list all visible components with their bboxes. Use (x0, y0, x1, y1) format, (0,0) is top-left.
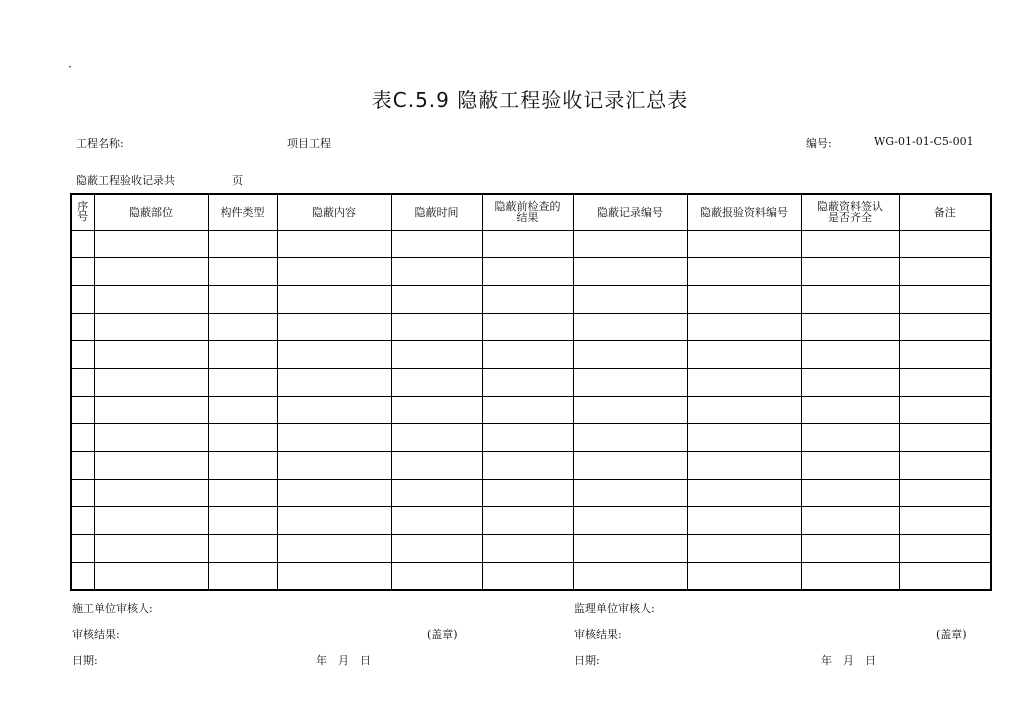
table-cell[interactable] (899, 562, 991, 590)
table-cell[interactable] (277, 396, 391, 424)
table-cell[interactable] (391, 368, 482, 396)
table-cell[interactable] (71, 341, 94, 369)
table-cell[interactable] (391, 424, 482, 452)
table-row (71, 507, 991, 535)
table-row (71, 230, 991, 258)
table-cell[interactable] (573, 230, 687, 258)
table-cell[interactable] (573, 452, 687, 480)
table-cell[interactable] (391, 258, 482, 286)
table-cell[interactable] (94, 285, 208, 313)
table-row (71, 479, 991, 507)
table-cell[interactable] (94, 452, 208, 480)
table-cell[interactable] (208, 452, 277, 480)
project-name-label: 工程名称: (76, 137, 124, 150)
table-cell[interactable] (801, 452, 899, 480)
table-cell[interactable] (94, 424, 208, 452)
table-cell[interactable] (573, 424, 687, 452)
form-title: 表C.5.9 隐蔽工程验收记录汇总表 (371, 88, 689, 112)
supervisor-seal-label: (盖章) (936, 628, 967, 641)
table-cell[interactable] (94, 313, 208, 341)
table-cell[interactable] (277, 341, 391, 369)
table-row (71, 424, 991, 452)
table-cell[interactable] (573, 479, 687, 507)
table-cell[interactable] (71, 479, 94, 507)
table-cell[interactable] (899, 285, 991, 313)
column-header: 隐蔽报验资料编号 (687, 194, 801, 230)
table-cell[interactable] (482, 507, 573, 535)
table-cell[interactable] (391, 507, 482, 535)
table-row (71, 368, 991, 396)
table-cell[interactable] (71, 368, 94, 396)
table-cell[interactable] (801, 562, 899, 590)
table-cell[interactable] (94, 258, 208, 286)
column-header: 备注 (899, 194, 991, 230)
table-cell[interactable] (71, 535, 94, 563)
table-cell[interactable] (573, 562, 687, 590)
table-cell[interactable] (94, 562, 208, 590)
table-cell[interactable] (71, 313, 94, 341)
table-row (71, 258, 991, 286)
column-header: 序号 (71, 194, 94, 230)
column-header: 隐蔽记录编号 (573, 194, 687, 230)
table-cell[interactable] (482, 452, 573, 480)
form-number-label: 编号: (806, 137, 832, 150)
table-cell[interactable] (277, 258, 391, 286)
table-cell[interactable] (94, 535, 208, 563)
contractor-reviewer-label: 施工单位审核人: (72, 602, 153, 615)
table-cell[interactable] (208, 535, 277, 563)
corner-mark: · (68, 60, 72, 74)
table-cell[interactable] (277, 479, 391, 507)
supervisor-date-ymd: 年 月 日 (821, 654, 876, 667)
table-cell[interactable] (71, 562, 94, 590)
table-cell[interactable] (687, 452, 801, 480)
table-cell[interactable] (899, 313, 991, 341)
table-cell[interactable] (277, 230, 391, 258)
table-cell[interactable] (801, 285, 899, 313)
column-header: 隐蔽内容 (277, 194, 391, 230)
supervisor-result-label: 审核结果: (574, 628, 622, 641)
table-cell[interactable] (687, 396, 801, 424)
table-cell[interactable] (573, 313, 687, 341)
table-cell[interactable] (687, 285, 801, 313)
page-unit-label: 页 (232, 174, 243, 187)
table-cell[interactable] (277, 285, 391, 313)
table-cell[interactable] (71, 258, 94, 286)
supervisor-date-label: 日期: (574, 654, 600, 667)
column-header: 隐蔽资料签认是否齐全 (801, 194, 899, 230)
table-cell[interactable] (573, 258, 687, 286)
table-cell[interactable] (71, 452, 94, 480)
table-row (71, 535, 991, 563)
table-cell[interactable] (687, 507, 801, 535)
table-row (71, 396, 991, 424)
table-cell[interactable] (208, 313, 277, 341)
table-cell[interactable] (208, 396, 277, 424)
table-cell[interactable] (482, 230, 573, 258)
table-cell[interactable] (801, 313, 899, 341)
column-header: 构件类型 (208, 194, 277, 230)
table-header-row (71, 194, 991, 230)
table-cell[interactable] (71, 507, 94, 535)
table-cell[interactable] (687, 368, 801, 396)
table-cell[interactable] (482, 562, 573, 590)
table-cell[interactable] (687, 479, 801, 507)
table-cell[interactable] (277, 562, 391, 590)
table-cell[interactable] (391, 452, 482, 480)
table-row (71, 341, 991, 369)
table-cell[interactable] (208, 562, 277, 590)
table-cell[interactable] (391, 479, 482, 507)
table-cell[interactable] (801, 479, 899, 507)
table-row (71, 562, 991, 590)
table-cell[interactable] (801, 258, 899, 286)
table-cell[interactable] (573, 396, 687, 424)
table-cell[interactable] (482, 396, 573, 424)
table-cell[interactable] (573, 285, 687, 313)
table-cell[interactable] (71, 396, 94, 424)
table-cell[interactable] (687, 424, 801, 452)
table-cell[interactable] (899, 341, 991, 369)
table-cell[interactable] (482, 341, 573, 369)
table-cell[interactable] (687, 230, 801, 258)
table-cell[interactable] (573, 507, 687, 535)
table-cell[interactable] (391, 562, 482, 590)
table-cell[interactable] (687, 258, 801, 286)
table-cell[interactable] (899, 452, 991, 480)
table-cell[interactable] (687, 562, 801, 590)
table-row (71, 313, 991, 341)
table-cell[interactable] (391, 396, 482, 424)
table-cell[interactable] (573, 368, 687, 396)
table-cell[interactable] (71, 424, 94, 452)
table-cell[interactable] (208, 507, 277, 535)
table-cell[interactable] (801, 230, 899, 258)
column-header: 隐蔽前检查的结果 (482, 194, 573, 230)
table-cell[interactable] (687, 535, 801, 563)
table-cell[interactable] (899, 507, 991, 535)
total-records-label: 隐蔽工程验收记录共 (76, 174, 175, 187)
form-number-value: WG-01-01-C5-001 (874, 135, 974, 148)
table-cell[interactable] (687, 341, 801, 369)
table-cell[interactable] (899, 424, 991, 452)
table-row (71, 285, 991, 313)
contractor-result-label: 审核结果: (72, 628, 120, 641)
table-cell[interactable] (208, 285, 277, 313)
table-cell[interactable] (71, 285, 94, 313)
table-cell[interactable] (482, 424, 573, 452)
column-header: 隐蔽部位 (94, 194, 208, 230)
table-cell[interactable] (208, 479, 277, 507)
table-cell[interactable] (801, 535, 899, 563)
table-cell[interactable] (801, 396, 899, 424)
table-cell[interactable] (391, 535, 482, 563)
table-cell[interactable] (687, 313, 801, 341)
project-name-value: 项目工程 (287, 137, 331, 150)
table-cell[interactable] (94, 341, 208, 369)
table-cell[interactable] (94, 507, 208, 535)
table-cell[interactable] (573, 341, 687, 369)
table-cell[interactable] (899, 479, 991, 507)
table-cell[interactable] (801, 507, 899, 535)
table-cell[interactable] (277, 313, 391, 341)
table-cell[interactable] (94, 230, 208, 258)
table-cell[interactable] (573, 535, 687, 563)
contractor-date-label: 日期: (72, 654, 98, 667)
table-cell[interactable] (801, 341, 899, 369)
table-cell[interactable] (277, 452, 391, 480)
table-cell[interactable] (899, 368, 991, 396)
table-cell[interactable] (482, 479, 573, 507)
table-cell[interactable] (208, 258, 277, 286)
table-cell[interactable] (899, 230, 991, 258)
table-cell[interactable] (277, 368, 391, 396)
table-cell[interactable] (899, 535, 991, 563)
table-cell[interactable] (71, 230, 94, 258)
table-cell[interactable] (801, 424, 899, 452)
table-cell[interactable] (482, 313, 573, 341)
table-cell[interactable] (94, 479, 208, 507)
table-cell[interactable] (391, 341, 482, 369)
table-cell[interactable] (208, 341, 277, 369)
table-cell[interactable] (482, 368, 573, 396)
table-cell[interactable] (899, 258, 991, 286)
table-cell[interactable] (482, 258, 573, 286)
column-header: 隐蔽时间 (391, 194, 482, 230)
table-cell[interactable] (391, 313, 482, 341)
table-cell[interactable] (277, 507, 391, 535)
table-row (71, 452, 991, 480)
table-cell[interactable] (94, 396, 208, 424)
table-cell[interactable] (391, 285, 482, 313)
summary-table (70, 193, 992, 591)
table-cell[interactable] (482, 535, 573, 563)
contractor-date-ymd: 年 月 日 (316, 654, 371, 667)
table-cell[interactable] (899, 396, 991, 424)
table-cell[interactable] (208, 230, 277, 258)
supervisor-reviewer-label: 监理单位审核人: (574, 602, 655, 615)
table-cell[interactable] (208, 368, 277, 396)
table-cell[interactable] (801, 368, 899, 396)
table-cell[interactable] (277, 535, 391, 563)
table-cell[interactable] (277, 424, 391, 452)
table-cell[interactable] (482, 285, 573, 313)
table-cell[interactable] (94, 368, 208, 396)
table-cell[interactable] (208, 424, 277, 452)
table-cell[interactable] (391, 230, 482, 258)
contractor-seal-label: (盖章) (427, 628, 458, 641)
